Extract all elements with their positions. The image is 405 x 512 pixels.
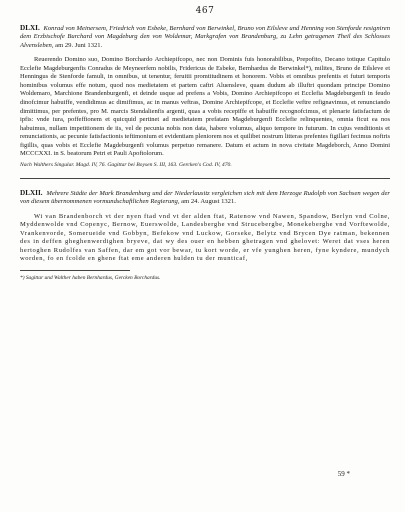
doc1-body: Reuerendo Domino suo, Domino Borchardo Archiepifcopo, nec non Dominis fuis honorabilibus, Prepofito, Decano totique Capitulo Ecclefie Magdeburgenfis Conradus de Meyneerfem nobilis, Fridericus de Esbeke, Bernhardus de Berwinkel*), milites, Bruno de Eilsleve et Henningus de Stenforde famuli, in omnibus, ut tenentur, feruitii promtitudinem et honorem. Vobis et omnibus prefentis et futuri temporis hominibus volumus effe notum, quod nos medietatem et partem caftri Aluensleve, quam dudum ab illuftri quondam principe Domino Woldemaro, Marchione Brandenburgenfi, et deinde usque ad prefens a Vobis, Domino Archiepifcopo et Ecclefia Magdeburgenfi in feudo dinofcimur habuiffe, vendidimus ac dimifimus, ac in manus veftras, Domine Archiepifcope, et Ecclefie veftre refignavimus, et renunciando dimittimus, per prefentes, pro M. marcis Stendalienfis argenti, quas a vobis recepiffe et habuiffe recognofcimus, et plenarie fatisfactum de ipfis: vnde iura, poffeffionem et quicquid pertinet ad medietatem prefatam Magdeburgenfi Ecclefie relinquentes, omnia ficut ea nos habuimus, nullam impetitionem de iis, vel de pecunia nobis non data, habere volumus, aliquo tempore in futurum. In cujus venditionis et renunciationis, ac pecunie fatisfactionis teftimonium et evidentiam pleniorem nos et quilibet nostrum litteras prefentes figillari fecimus noftris figillis, quas vobis et Ecclefie Magdeburgenfi volumus perpetuo remanere. Datum et actum in nova civitate Magdeborch, Anno Domini MCCCXXI. in S. beatorum Petri et Pauli Apoftolorum. — [20, 56, 390, 158]
doc1-date: am 29. Juni 1321. — [55, 41, 103, 49]
page — [20, 6, 390, 282]
signature-mark: 59 * — [337, 470, 350, 478]
doc1-heading-text: Konrad von Meinersem, Friedrich von Esbeke, Bernhard von Berwinkel, Bruno von Eilsleve und Henning von Stenforde resigniren dem Erzbischofe Burchard von Magdeburg den von Woldemar, Markgrafen von Brandenburg, zu Lehn getragenen Theil des Schlosses Alvensleben, — [20, 25, 390, 49]
doc2-heading-text: Mehrere Städte der Mark Brandenburg und der Niederlausitz vergleichen sich mit dem Herzoge Rudolph von Sachsen wegen der von diesem übernommenen vormundschaftlichen Regierung, — [20, 189, 390, 206]
section-divider — [20, 178, 390, 179]
page-number: 467 — [195, 6, 215, 16]
doc1-reference: Nach Walthers Singular. Magd. IV, 76. Gagittar bei Boysen S. III, 163. Gercken's Cod. IV, 470. — [20, 161, 232, 168]
footnote-rule — [20, 270, 130, 271]
doc2-number: DLXII. — [20, 188, 43, 197]
doc2-body: Wi van Brandenborch vt der nyen ftad vnd vt der alden ftat, Ratenow vnd Nawen, Spandow, Berlyn vnd Colne, Myddenwolde vnd Copenyc, Bernow, Euerswolde, Landesberghe vnd Strucebergbe, Monekeberghe vnd Vorftewolde, Vrankenvorde, Somerueide vnd Gobbyn, Befekow vnd Luckow, Gorseke, Belytz vnd Brycen Dye ratman, bekennen des in deffen gheghenwerdighen bryeve, dat wy des ouer en hebben ghetragen vnd ghelovet: Weret dat vses heren hertoghen Rudolfes van Saffen, dar em got vor bewar, tu kort worde, er vfe yunghen heren, fyne kyndere, mundych worden, fo en fcolde en ghene ftat eme anderen hulden tu der munticaf, — [20, 212, 390, 263]
doc2-heading — [20, 189, 390, 207]
doc2-date: am 24. August 1321. — [181, 198, 236, 206]
doc1-number: DLXI. — [20, 24, 40, 32]
doc1-heading — [20, 24, 390, 50]
footnote: *) Sagittar und Walther haben Bernhardus, Gercken Borchardus. — [20, 274, 161, 281]
